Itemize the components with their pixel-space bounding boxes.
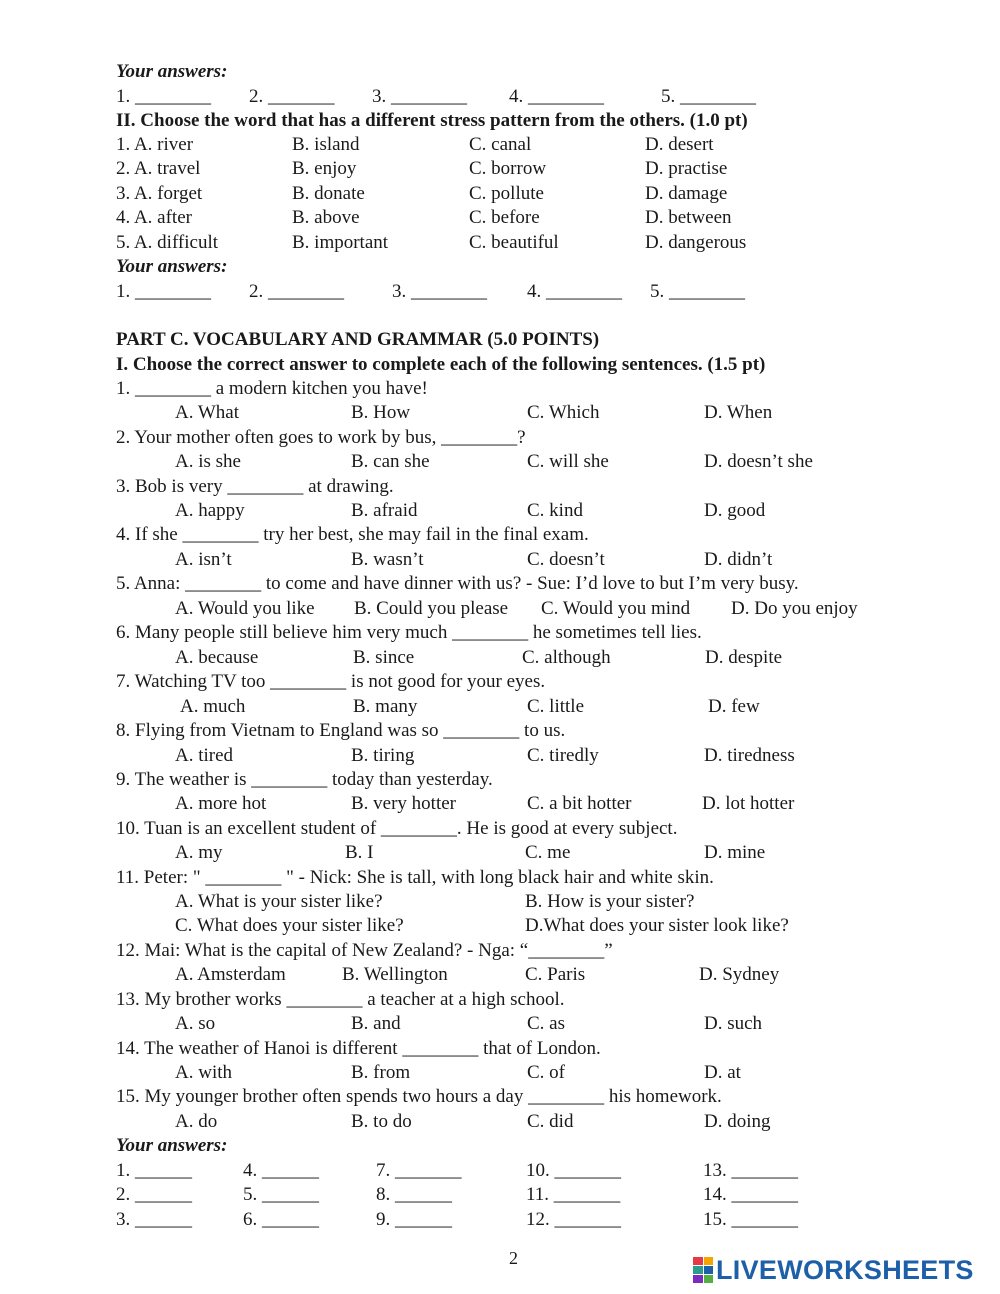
option-a[interactable]: A. my (175, 842, 223, 863)
option-d: D. desert (645, 134, 714, 155)
answer-blank[interactable]: 9. ______ (376, 1209, 452, 1230)
option-b: B. island (292, 134, 360, 155)
answer-blank[interactable]: 12. _______ (526, 1209, 621, 1230)
option-c: C. before (469, 207, 540, 228)
option-c[interactable]: C. Paris (525, 964, 586, 985)
option-c[interactable]: C. although (522, 647, 611, 668)
option-a: 5. A. difficult (116, 232, 219, 253)
answer-blank[interactable]: 8. ______ (376, 1184, 452, 1205)
question-stem: 4. If she ________ try her best, she may fail in the final exam. (116, 524, 589, 545)
logo-block (693, 1266, 703, 1274)
option-c[interactable]: C. of (527, 1062, 565, 1083)
answer-blank[interactable]: 6. ______ (243, 1209, 319, 1230)
option-c: C. pollute (469, 183, 544, 204)
option-b[interactable]: B. to do (351, 1111, 412, 1132)
option-b[interactable]: B. can she (351, 451, 430, 472)
answer-blank[interactable]: 15. _______ (703, 1209, 798, 1230)
option-d[interactable]: D.What does your sister look like? (525, 915, 789, 936)
question-stem: 12. Mai: What is the capital of New Zealand? - Nga: “________” (116, 940, 613, 961)
option-d[interactable]: D. lot hotter (702, 793, 795, 814)
answers-label-part-c: Your answers: (116, 1135, 228, 1156)
answer-blank[interactable]: 1. ________ (116, 281, 211, 302)
logo-block (704, 1257, 714, 1265)
option-a: 1. A. river (116, 134, 194, 155)
answer-blank[interactable]: 3. ________ (392, 281, 487, 302)
answer-blank[interactable]: 3. ______ (116, 1209, 192, 1230)
option-b[interactable]: B. very hotter (351, 793, 457, 814)
section-heading-stress: II. Choose the word that has a different stress pattern from the others. (1.0 pt) (116, 110, 748, 131)
answer-blank[interactable]: 5. ______ (243, 1184, 319, 1205)
option-b[interactable]: B. How (351, 402, 411, 423)
question-stem: 2. Your mother often goes to work by bus, ________? (116, 427, 526, 448)
answer-blank[interactable]: 4. ________ (509, 86, 604, 107)
option-c[interactable]: C. tiredly (527, 745, 599, 766)
answer-blank[interactable]: 4. ______ (243, 1160, 319, 1181)
option-b[interactable]: B. many (353, 696, 418, 717)
question-stem: 3. Bob is very ________ at drawing. (116, 476, 394, 497)
option-b[interactable]: B. and (351, 1013, 401, 1034)
option-d[interactable]: D. good (704, 500, 766, 521)
answer-blank[interactable]: 2. _______ (249, 86, 335, 107)
option-b: B. enjoy (292, 158, 357, 179)
option-c[interactable]: C. Would you mind (541, 598, 691, 619)
option-a[interactable]: A. much (180, 696, 246, 717)
option-b[interactable]: B. How is your sister? (525, 891, 695, 912)
logo-block (693, 1275, 703, 1283)
option-c: C. borrow (469, 158, 547, 179)
question-stem: 9. The weather is ________ today than yesterday. (116, 769, 493, 790)
option-a[interactable]: A. because (175, 647, 259, 668)
option-d[interactable]: D. at (704, 1062, 741, 1083)
option-a: 4. A. after (116, 207, 192, 228)
logo-block (704, 1275, 714, 1283)
option-c[interactable]: C. kind (527, 500, 583, 521)
answer-blank[interactable]: 1. ________ (116, 86, 211, 107)
liveworksheets-brand-text: LIVEWORKSHEETS (716, 1254, 974, 1285)
option-c[interactable]: C. a bit hotter (527, 793, 632, 814)
option-d[interactable]: D. despite (705, 647, 783, 668)
option-d[interactable]: D. few (708, 696, 760, 717)
option-c[interactable]: C. What does your sister like? (175, 915, 404, 936)
question-stem: 7. Watching TV too ________ is not good for your eyes. (116, 671, 546, 692)
option-b[interactable]: B. Wellington (342, 964, 448, 985)
option-d[interactable]: D. didn’t (704, 549, 773, 570)
option-a: 2. A. travel (116, 158, 201, 179)
option-a[interactable]: A. What is your sister like? (175, 891, 383, 912)
logo-block (693, 1257, 703, 1265)
option-c[interactable]: C. did (527, 1111, 574, 1132)
logo-block (704, 1266, 714, 1274)
option-d: D. practise (645, 158, 728, 179)
option-b[interactable]: B. Could you please (354, 598, 509, 619)
option-a[interactable]: A. happy (175, 500, 245, 521)
option-d[interactable]: D. Sydney (699, 964, 780, 985)
answer-blank[interactable]: 13. _______ (703, 1160, 798, 1181)
option-c: C. canal (469, 134, 532, 155)
option-c[interactable]: C. doesn’t (527, 549, 605, 570)
part-c-title: PART C. VOCABULARY AND GRAMMAR (5.0 POINTS) (116, 329, 600, 350)
option-c[interactable]: C. me (525, 842, 571, 863)
question-stem: 15. My younger brother often spends two hours a day ________ his homework. (116, 1086, 722, 1107)
option-d[interactable]: D. Do you enjoy (731, 598, 858, 619)
option-b[interactable]: B. since (353, 647, 415, 668)
answer-blank[interactable]: 3. ________ (372, 86, 467, 107)
liveworksheets-logo-icon (693, 1257, 713, 1283)
option-d[interactable]: D. tiredness (704, 745, 795, 766)
option-c: C. beautiful (469, 232, 559, 253)
answer-blank[interactable]: 11. _______ (526, 1184, 621, 1205)
option-a[interactable]: A. tired (175, 745, 234, 766)
question-stem: 1. ________ a modern kitchen you have! (116, 378, 428, 399)
option-d[interactable]: D. doesn’t she (704, 451, 813, 472)
option-a[interactable]: A. do (175, 1111, 218, 1132)
answer-blank[interactable]: 5. ________ (650, 281, 745, 302)
option-a[interactable]: A. isn’t (175, 549, 232, 570)
option-b[interactable]: B. afraid (351, 500, 418, 521)
question-stem: 14. The weather of Hanoi is different ________ that of London. (116, 1038, 601, 1059)
option-b[interactable]: B. tiring (351, 745, 415, 766)
option-b: B. donate (292, 183, 365, 204)
option-a[interactable]: A. What (175, 402, 240, 423)
liveworksheets-logo[interactable] (693, 1255, 974, 1285)
option-c[interactable]: C. little (527, 696, 584, 717)
answer-blank[interactable]: 2. ________ (249, 281, 344, 302)
option-a[interactable]: A. more hot (175, 793, 267, 814)
question-stem: 6. Many people still believe him very much ________ he sometimes tell lies. (116, 622, 702, 643)
option-a[interactable]: A. so (175, 1013, 216, 1034)
answer-blank[interactable]: 4. ________ (527, 281, 622, 302)
option-a[interactable]: A. Amsterdam (175, 964, 286, 985)
answer-blank[interactable]: 7. _______ (376, 1160, 462, 1181)
option-d[interactable]: D. mine (704, 842, 766, 863)
answer-blank[interactable]: 1. ______ (116, 1160, 192, 1181)
option-d: D. between (645, 207, 732, 228)
option-b[interactable]: B. I (345, 842, 374, 863)
answer-blank[interactable]: 10. _______ (526, 1160, 621, 1181)
option-b[interactable]: B. wasn’t (351, 549, 424, 570)
option-a[interactable]: A. is she (175, 451, 241, 472)
question-stem: 11. Peter: " ________ " - Nick: She is tall, with long black hair and white skin. (116, 867, 714, 888)
option-d[interactable]: D. doing (704, 1111, 771, 1132)
option-c[interactable]: C. will she (527, 451, 609, 472)
option-a: 3. A. forget (116, 183, 203, 204)
answer-blank[interactable]: 14. _______ (703, 1184, 798, 1205)
answer-blank[interactable]: 5. ________ (661, 86, 756, 107)
option-c[interactable]: C. Which (527, 402, 600, 423)
option-d: D. dangerous (645, 232, 747, 253)
answers-label-top: Your answers: (116, 61, 228, 82)
option-c[interactable]: C. as (527, 1013, 565, 1034)
option-d[interactable]: D. When (704, 402, 773, 423)
question-stem: 13. My brother works ________ a teacher at a high school. (116, 989, 565, 1010)
question-stem: 8. Flying from Vietnam to England was so ________ to us. (116, 720, 566, 741)
option-b[interactable]: B. from (351, 1062, 411, 1083)
option-b: B. important (292, 232, 389, 253)
question-stem: 10. Tuan is an excellent student of ________. He is good at every subject. (116, 818, 678, 839)
option-a[interactable]: A. Would you like (175, 598, 315, 619)
option-d: D. damage (645, 183, 728, 204)
answer-blank[interactable]: 2. ______ (116, 1184, 192, 1205)
page-number: 2 (509, 1248, 518, 1268)
answers-label-stress: Your answers: (116, 256, 228, 277)
question-stem: 5. Anna: ________ to come and have dinner with us? - Sue: I’d love to but I’m very busy. (116, 573, 799, 594)
option-b: B. above (292, 207, 360, 228)
section-heading-choose: I. Choose the correct answer to complete each of the following sentences. (1.5 pt) (116, 354, 766, 375)
option-d[interactable]: D. such (704, 1013, 763, 1034)
option-a[interactable]: A. with (175, 1062, 232, 1083)
